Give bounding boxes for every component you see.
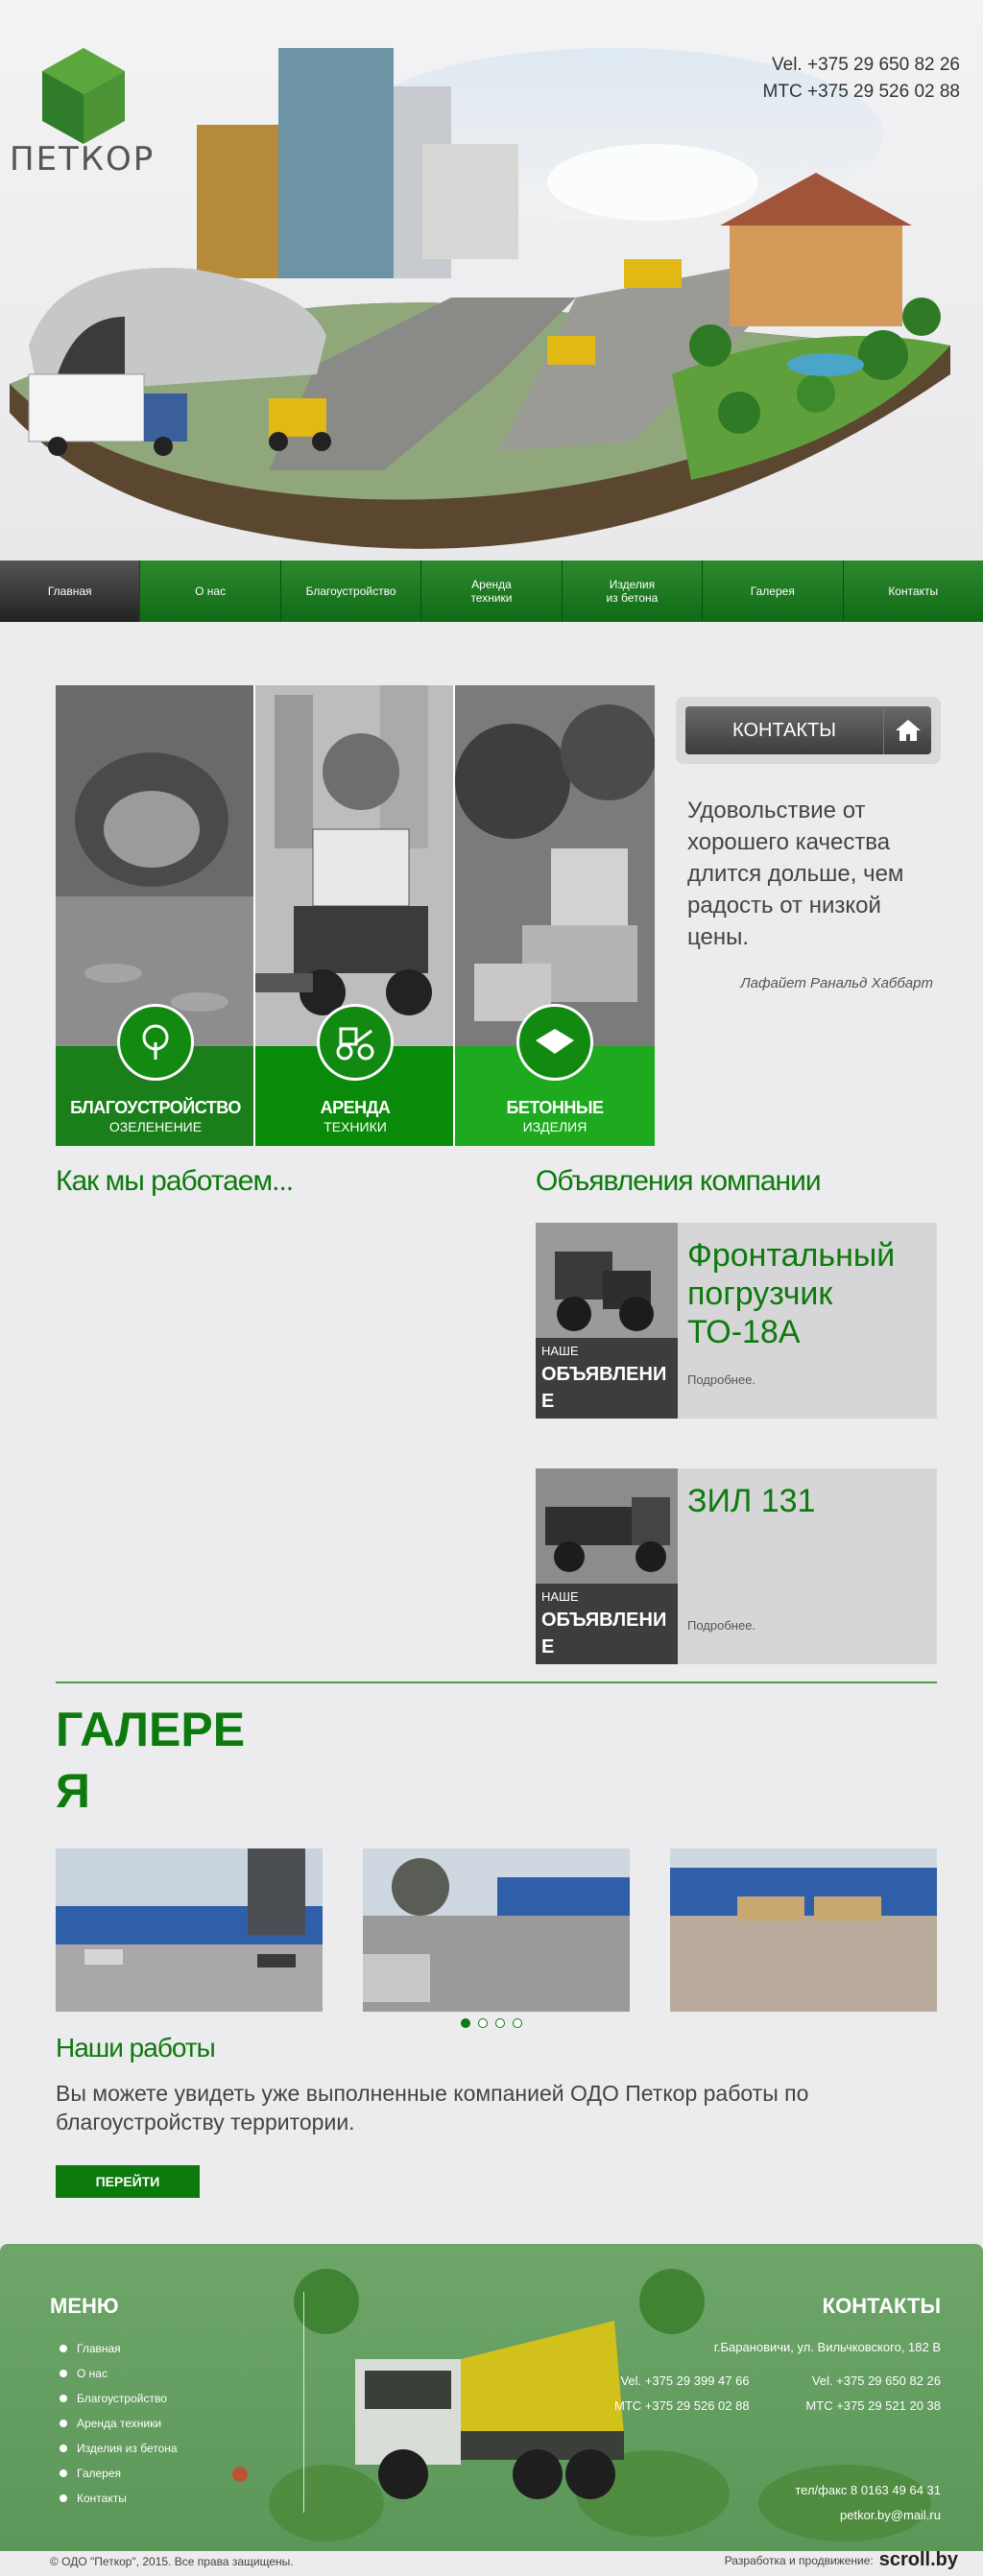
main-nav [0,561,983,622]
contacts-button-label: КОНТАКТЫ [732,719,836,741]
logo-cube-icon [42,48,125,144]
footer-menu-item[interactable]: Контакты [60,2486,178,2511]
ad-label-small: НАШЕ [541,1589,579,1604]
works-title: Наши работы [56,2033,215,2063]
ad-photo-loader [536,1223,678,1419]
ad-title[interactable]: ЗИЛ 131 [687,1483,816,1519]
ad-label-big: ОБЪЯВЛЕНИЕ [541,1364,667,1412]
header [0,0,983,561]
footer-contacts-title: КОНТАКТЫ [822,2294,941,2318]
gallery-dot[interactable] [495,2018,505,2028]
gallery-photo[interactable] [363,1849,630,2012]
service-landscaping[interactable] [56,685,255,1146]
gallery-title: ГАЛЕРЕЯ [56,1703,246,1818]
footer-phone: Vel. +375 29 399 47 66 [620,2373,750,2388]
truck-photo [536,1468,678,1584]
header-phone-mts: МТС +375 29 526 02 88 [762,82,960,102]
footer-menu-item[interactable]: Благоустройство [60,2386,178,2411]
services-block [56,685,655,1146]
gallery-dot[interactable] [513,2018,522,2028]
service-subtitle: ТЕХНИКИ [324,1119,387,1134]
copyright: © ОДО "Петкор", 2015. Все права защищены. [50,2555,294,2568]
ad-more-link[interactable]: Подробнее. [687,1618,756,1633]
footer-address: г.Барановичи, ул. Вильчковского, 182 В [713,2340,941,2354]
gallery-photo-image [670,1849,937,2012]
gallery-photo-image [56,1849,323,2012]
service-rental[interactable] [255,685,455,1146]
service-title: АРЕНДА [320,1098,391,1117]
nav-item-gallery[interactable]: Галерея [703,561,843,622]
service-subtitle: ОЗЕЛЕНЕНИЕ [108,1119,203,1134]
footer-fax: тел/факс 8 0163 49 64 31 [795,2483,941,2497]
service-concrete[interactable] [455,685,655,1146]
developer-credit [725,2549,958,2571]
contacts-button[interactable] [685,706,931,754]
header-phones [763,52,960,106]
concrete-tile-icon [516,1004,593,1081]
contacts-box [676,697,941,764]
ad-more-link[interactable]: Подробнее. [687,1372,756,1387]
footer-menu-item[interactable]: Изделия из бетона [60,2436,178,2461]
landscaping-photo [56,685,255,1046]
header-phone-vel: Vel. +375 29 650 82 26 [772,55,960,75]
nav-item-landscaping[interactable]: Благоустройство [281,561,421,622]
footer-email[interactable]: petkor.by@mail.ru [840,2508,941,2522]
ad-photo-truck [536,1468,678,1664]
ad-title[interactable]: Фронтальный погрузчик ТО-18А [687,1237,896,1350]
rental-photo [255,685,455,1046]
ad-label-small: НАШЕ [541,1344,579,1358]
gallery-photo-image [363,1849,630,2012]
service-subtitle: ИЗДЕЛИЯ [522,1119,587,1134]
tractor-icon [317,1004,394,1081]
footer-menu-title: МЕНЮ [50,2294,119,2318]
logo-text: ПЕТКОР [10,140,156,179]
service-title: БЕТОННЫЕ [506,1098,604,1117]
ad-card[interactable] [536,1223,937,1419]
footer-phone: Vel. +375 29 650 82 26 [811,2373,941,2388]
loader-photo [536,1223,678,1338]
developer-logo[interactable]: scroll.by [878,2549,958,2570]
footer-menu [60,2336,178,2511]
gallery-dot[interactable] [478,2018,488,2028]
nav-item-home[interactable]: Главная [0,561,140,622]
go-button[interactable]: ПЕРЕЙТИ [56,2165,200,2198]
footer-menu-item[interactable]: Главная [60,2336,178,2361]
developer-label: Разработка и продвижение: [724,2553,874,2567]
footer-phones-left [614,2369,750,2419]
quote-text: Удовольствие от хорошего качества длится дольше, чем радость от низкой цены. [687,798,904,950]
gallery-pagination [461,2018,522,2028]
nav-item-rental[interactable]: Аренда техники [421,561,562,622]
footer-menu-item[interactable]: О нас [60,2361,178,2386]
tree-icon [117,1004,194,1081]
gallery-photo[interactable] [670,1849,937,2012]
ads-title: Объявления компании [536,1165,821,1197]
gallery-dot[interactable] [461,2018,470,2028]
quote-author: Лафайет Ранальд Хаббарт [740,975,933,991]
footer-phones-right [805,2369,941,2419]
nav-item-about[interactable]: О нас [140,561,280,622]
footer-fax-email [795,2478,941,2528]
home-icon [883,706,931,754]
service-title: БЛАГОУСТРОЙСТВО [70,1098,241,1117]
ad-card[interactable] [536,1468,937,1664]
footer-menu-item[interactable]: Галерея [60,2461,178,2486]
section-divider [56,1682,937,1683]
footer-phone: МТС +375 29 526 02 88 [614,2398,750,2413]
how-we-work-title: Как мы работаем... [56,1165,294,1197]
nav-item-contacts[interactable]: Контакты [844,561,983,622]
nav-item-concrete[interactable]: Изделия из бетона [563,561,703,622]
concrete-photo [455,685,655,1046]
gallery-photo[interactable] [56,1849,323,2012]
works-text: Вы можете увидеть уже выполненные компанией ОДО Петкор работы по благоустройству территории. [56,2081,809,2135]
ad-label-big: ОБЪЯВЛЕНИЕ [541,1610,667,1658]
footer-menu-item[interactable]: Аренда техники [60,2411,178,2436]
footer-phone: МТС +375 29 521 20 38 [805,2398,941,2413]
footer [0,2244,983,2551]
logo[interactable] [10,48,163,182]
footer-divider [303,2292,304,2513]
